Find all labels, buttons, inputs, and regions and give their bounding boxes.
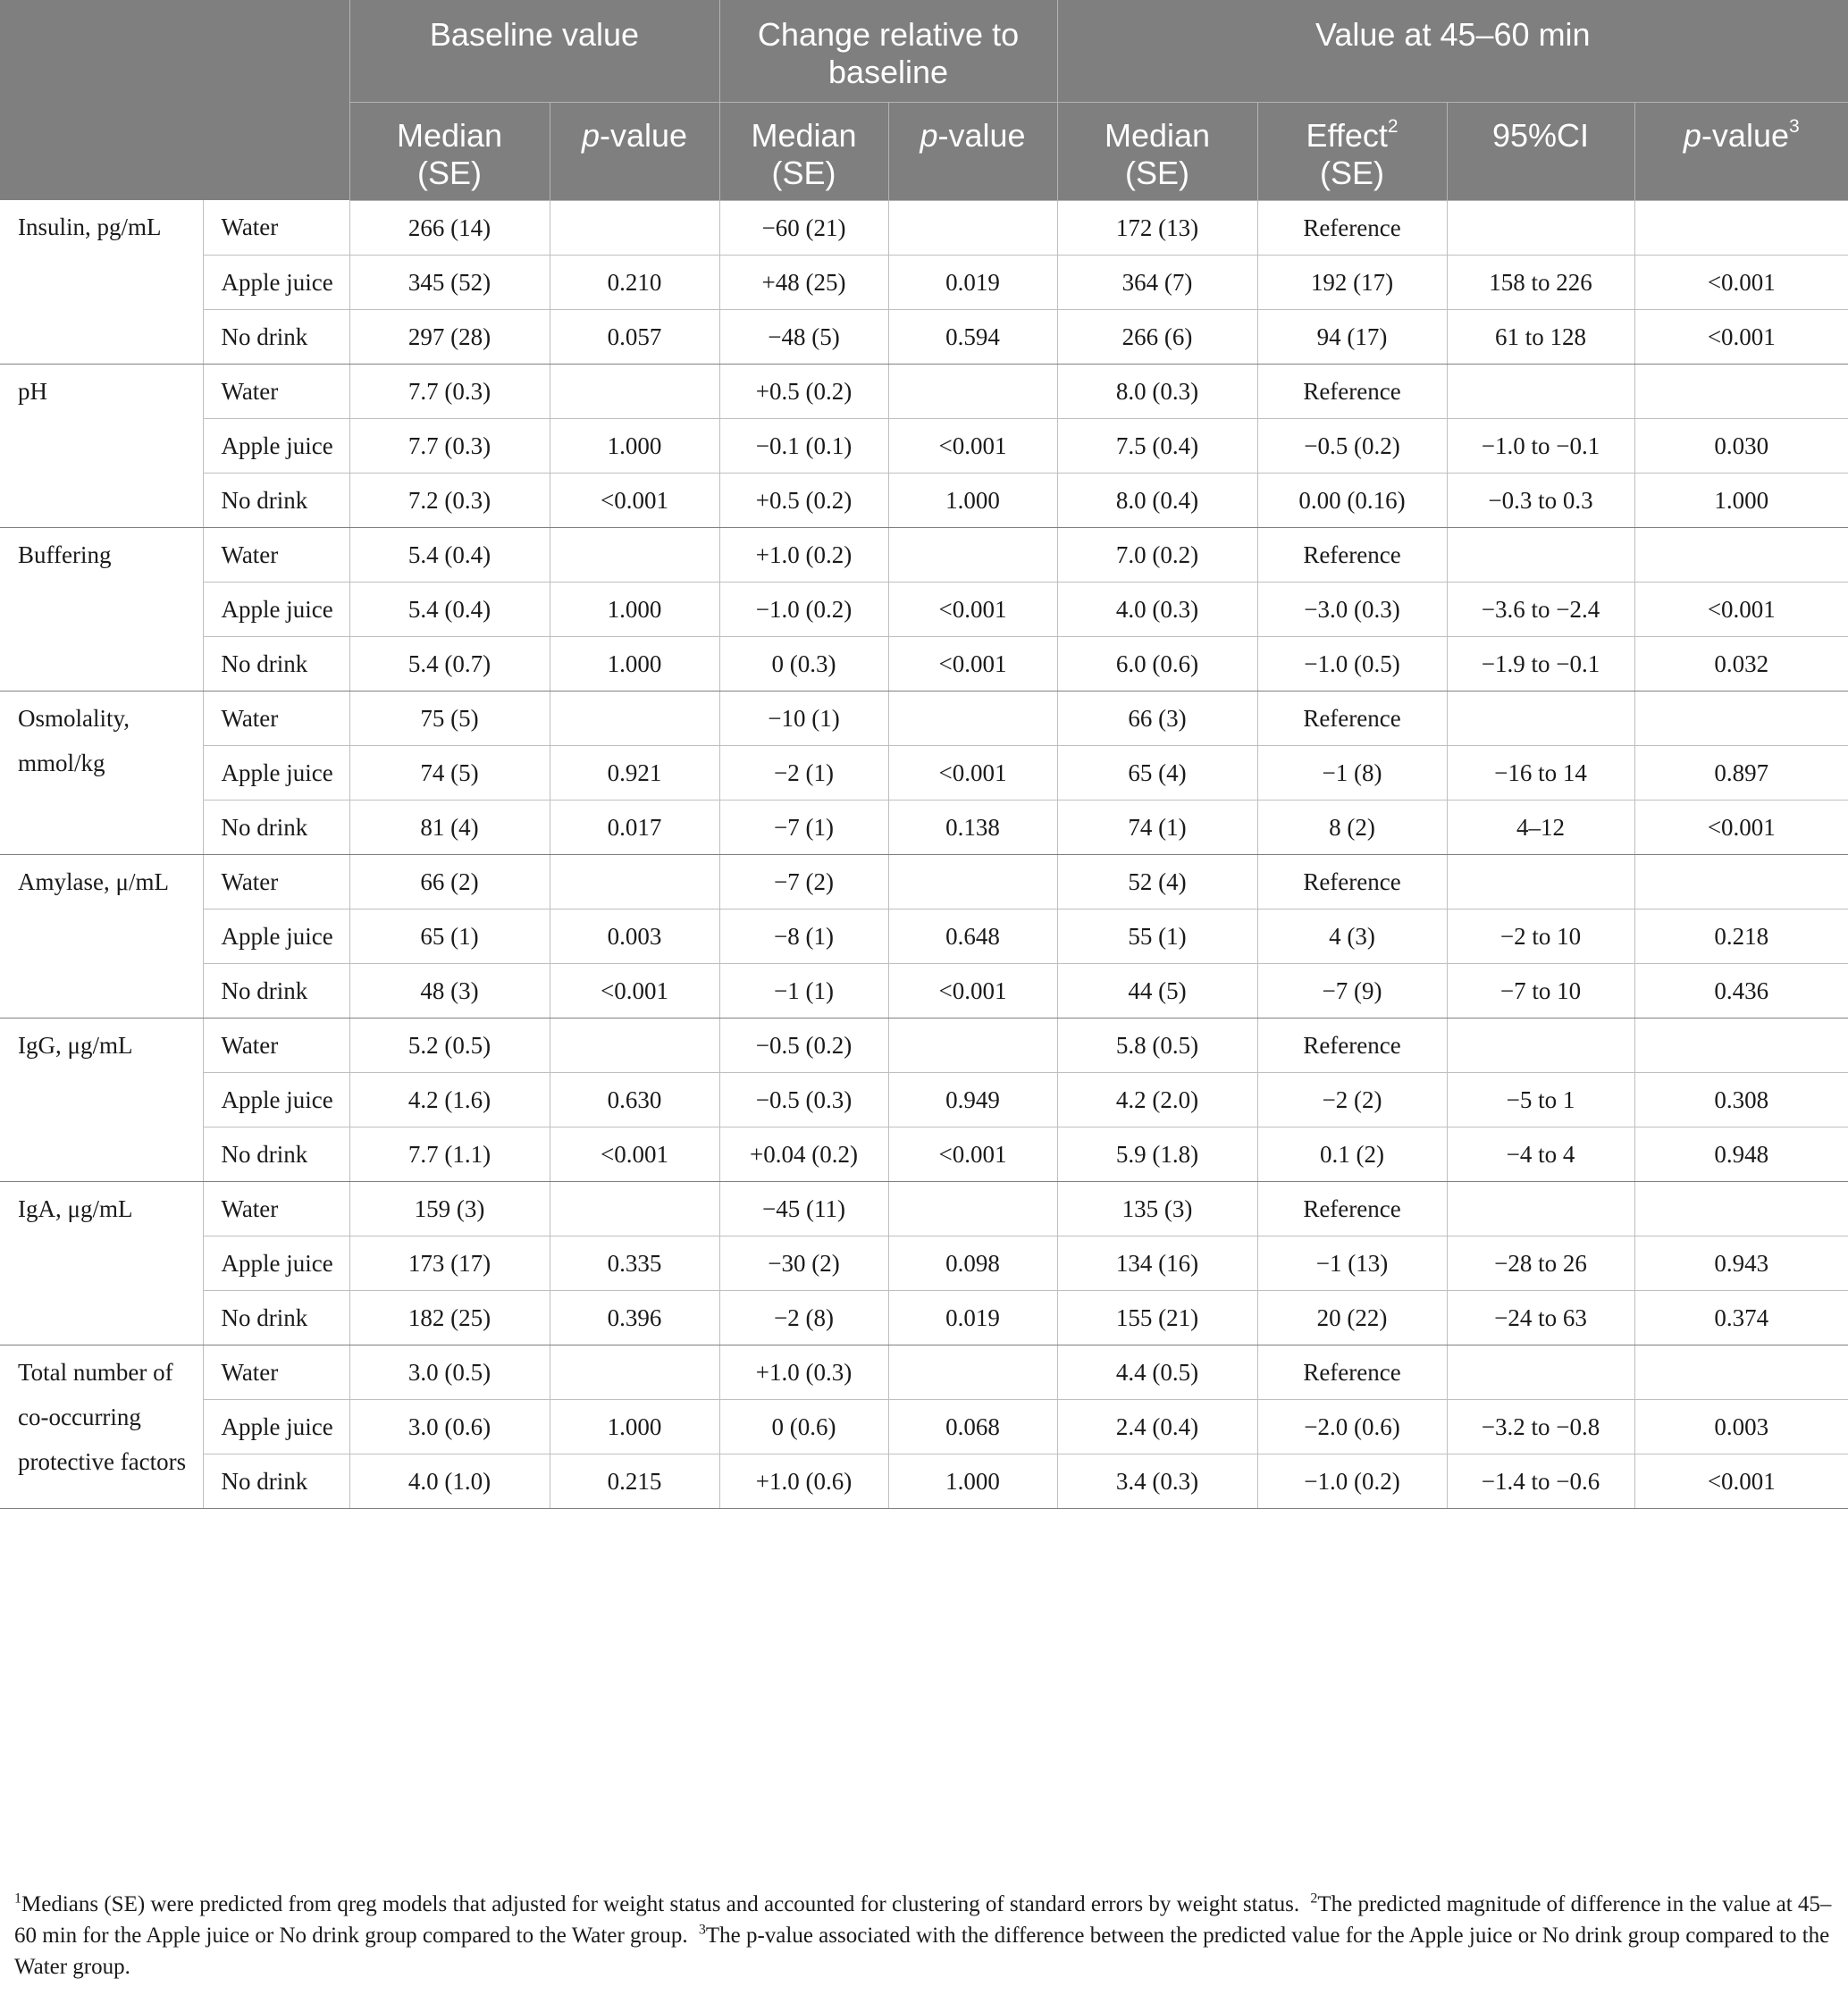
cell-change-median: −45 (11) xyxy=(719,1181,888,1236)
cell-ci95: −3.2 to −0.8 xyxy=(1447,1399,1634,1454)
cell-change-pvalue: <0.001 xyxy=(888,745,1057,800)
header-col-change-median: Median (SE) xyxy=(719,102,888,200)
cell-value-median: 52 (4) xyxy=(1057,854,1257,909)
cell-baseline-pvalue: 1.000 xyxy=(550,582,719,636)
cell-change-pvalue: 0.019 xyxy=(888,255,1057,309)
cell-ci95: −16 to 14 xyxy=(1447,745,1634,800)
cell-baseline-pvalue: 0.396 xyxy=(550,1290,719,1345)
cell-change-median: −1.0 (0.2) xyxy=(719,582,888,636)
cell-value-median: 66 (3) xyxy=(1057,691,1257,745)
group-label: Apple juice xyxy=(203,582,349,636)
table-row xyxy=(0,364,1848,418)
footnote-1: $^1$Medians (SE) were predicted from qreg models that adjusted for weight status and accounted for clustering of standard errors by weight status. xyxy=(14,1890,1300,1916)
cell-ci95 xyxy=(1447,1018,1634,1072)
cell-value-median: 364 (7) xyxy=(1057,255,1257,309)
cell-effect: 0.00 (0.16) xyxy=(1257,473,1447,527)
cell-value-median: 4.4 (0.5) xyxy=(1057,1345,1257,1399)
cell-baseline-pvalue: <0.001 xyxy=(550,1127,719,1181)
cell-ci95: −1.9 to −0.1 xyxy=(1447,636,1634,691)
cell-ci95 xyxy=(1447,1345,1634,1399)
cell-baseline-median: 266 (14) xyxy=(349,200,550,255)
cell-effect: −3.0 (0.3) xyxy=(1257,582,1447,636)
table-row xyxy=(0,418,1848,473)
group-label: Water xyxy=(203,364,349,418)
cell-baseline-median: 5.2 (0.5) xyxy=(349,1018,550,1072)
cell-ci95 xyxy=(1447,691,1634,745)
cell-baseline-pvalue: 0.630 xyxy=(550,1072,719,1127)
cell-change-pvalue: <0.001 xyxy=(888,1127,1057,1181)
cell-pvalue: <0.001 xyxy=(1634,255,1848,309)
cell-change-pvalue xyxy=(888,200,1057,255)
cell-change-pvalue: <0.001 xyxy=(888,418,1057,473)
header-group-value-45-60: Value at 45–60 min xyxy=(1057,0,1848,102)
cell-change-median: +0.5 (0.2) xyxy=(719,473,888,527)
group-label: Apple juice xyxy=(203,1399,349,1454)
cell-change-pvalue: 0.019 xyxy=(888,1290,1057,1345)
cell-ci95: −3.6 to −2.4 xyxy=(1447,582,1634,636)
cell-ci95: −7 to 10 xyxy=(1447,963,1634,1018)
cell-baseline-pvalue xyxy=(550,1345,719,1399)
cell-baseline-median: 5.4 (0.7) xyxy=(349,636,550,691)
cell-pvalue: 0.374 xyxy=(1634,1290,1848,1345)
cell-pvalue: 0.032 xyxy=(1634,636,1848,691)
cell-value-median: 5.8 (0.5) xyxy=(1057,1018,1257,1072)
cell-baseline-median: 159 (3) xyxy=(349,1181,550,1236)
cell-baseline-median: 4.0 (1.0) xyxy=(349,1454,550,1508)
cell-change-median: +48 (25) xyxy=(719,255,888,309)
cell-baseline-median: 182 (25) xyxy=(349,1290,550,1345)
cell-ci95: −1.0 to −0.1 xyxy=(1447,418,1634,473)
cell-ci95 xyxy=(1447,1181,1634,1236)
table-row xyxy=(0,1290,1848,1345)
cell-pvalue: <0.001 xyxy=(1634,309,1848,364)
cell-baseline-median: 48 (3) xyxy=(349,963,550,1018)
cell-value-median: 55 (1) xyxy=(1057,909,1257,963)
group-label: Water xyxy=(203,200,349,255)
group-label: Apple juice xyxy=(203,255,349,309)
cell-ci95: −28 to 26 xyxy=(1447,1236,1634,1290)
variable-label: pH xyxy=(0,364,203,527)
group-label: Water xyxy=(203,691,349,745)
table-row xyxy=(0,636,1848,691)
cell-effect: Reference xyxy=(1257,691,1447,745)
cell-pvalue xyxy=(1634,364,1848,418)
table-row xyxy=(0,854,1848,909)
cell-effect: −1 (13) xyxy=(1257,1236,1447,1290)
cell-change-pvalue xyxy=(888,691,1057,745)
cell-value-median: 6.0 (0.6) xyxy=(1057,636,1257,691)
cell-change-median: +0.04 (0.2) xyxy=(719,1127,888,1181)
cell-baseline-median: 4.2 (1.6) xyxy=(349,1072,550,1127)
cell-pvalue: <0.001 xyxy=(1634,800,1848,854)
cell-change-median: −30 (2) xyxy=(719,1236,888,1290)
cell-effect: −7 (9) xyxy=(1257,963,1447,1018)
cell-change-median: −7 (2) xyxy=(719,854,888,909)
cell-ci95 xyxy=(1447,854,1634,909)
cell-ci95: −4 to 4 xyxy=(1447,1127,1634,1181)
group-label: No drink xyxy=(203,1127,349,1181)
cell-pvalue: 0.308 xyxy=(1634,1072,1848,1127)
cell-baseline-median: 5.4 (0.4) xyxy=(349,582,550,636)
header-col-baseline-median: Median (SE) xyxy=(349,102,550,200)
table-row xyxy=(0,745,1848,800)
cell-ci95: −24 to 63 xyxy=(1447,1290,1634,1345)
cell-pvalue xyxy=(1634,1345,1848,1399)
cell-baseline-median: 3.0 (0.6) xyxy=(349,1399,550,1454)
cell-change-median: −60 (21) xyxy=(719,200,888,255)
cell-baseline-pvalue: 0.003 xyxy=(550,909,719,963)
table-row xyxy=(0,527,1848,582)
cell-pvalue: 0.030 xyxy=(1634,418,1848,473)
cell-value-median: 4.2 (2.0) xyxy=(1057,1072,1257,1127)
cell-change-median: −48 (5) xyxy=(719,309,888,364)
cell-pvalue: 0.003 xyxy=(1634,1399,1848,1454)
cell-baseline-pvalue xyxy=(550,691,719,745)
cell-change-pvalue xyxy=(888,527,1057,582)
cell-effect: 20 (22) xyxy=(1257,1290,1447,1345)
cell-change-median: −2 (1) xyxy=(719,745,888,800)
table-row xyxy=(0,800,1848,854)
cell-baseline-pvalue: <0.001 xyxy=(550,963,719,1018)
cell-value-median: 172 (13) xyxy=(1057,200,1257,255)
cell-baseline-pvalue: 1.000 xyxy=(550,418,719,473)
table-row xyxy=(0,582,1848,636)
cell-value-median: 65 (4) xyxy=(1057,745,1257,800)
cell-pvalue: 0.943 xyxy=(1634,1236,1848,1290)
table-body xyxy=(0,200,1848,1508)
cell-change-pvalue xyxy=(888,1181,1057,1236)
cell-pvalue xyxy=(1634,691,1848,745)
table-row xyxy=(0,963,1848,1018)
cell-change-pvalue: <0.001 xyxy=(888,582,1057,636)
cell-value-median: 8.0 (0.3) xyxy=(1057,364,1257,418)
cell-pvalue: 0.436 xyxy=(1634,963,1848,1018)
cell-change-pvalue: <0.001 xyxy=(888,963,1057,1018)
cell-baseline-median: 7.7 (1.1) xyxy=(349,1127,550,1181)
variable-label: Osmolality, mmol/kg xyxy=(0,691,203,854)
cell-baseline-median: 65 (1) xyxy=(349,909,550,963)
cell-ci95: −1.4 to −0.6 xyxy=(1447,1454,1634,1508)
cell-effect: Reference xyxy=(1257,1181,1447,1236)
cell-baseline-median: 7.7 (0.3) xyxy=(349,418,550,473)
cell-change-median: −0.5 (0.3) xyxy=(719,1072,888,1127)
cell-effect: −2.0 (0.6) xyxy=(1257,1399,1447,1454)
cell-pvalue: <0.001 xyxy=(1634,582,1848,636)
cell-value-median: 134 (16) xyxy=(1057,1236,1257,1290)
group-label: No drink xyxy=(203,963,349,1018)
cell-value-median: 4.0 (0.3) xyxy=(1057,582,1257,636)
cell-baseline-median: 66 (2) xyxy=(349,854,550,909)
cell-effect: Reference xyxy=(1257,200,1447,255)
cell-ci95: 158 to 226 xyxy=(1447,255,1634,309)
cell-change-pvalue: 0.068 xyxy=(888,1399,1057,1454)
cell-pvalue: 0.897 xyxy=(1634,745,1848,800)
table-row xyxy=(0,909,1848,963)
cell-effect: Reference xyxy=(1257,364,1447,418)
cell-effect: 192 (17) xyxy=(1257,255,1447,309)
cell-effect: −0.5 (0.2) xyxy=(1257,418,1447,473)
footnote-3: $^3$The p-value associated with the difference between the predicted value for the Apple juice or No drink group compared to the Water group. xyxy=(14,1922,1830,1979)
cell-change-median: 0 (0.6) xyxy=(719,1399,888,1454)
group-label: No drink xyxy=(203,636,349,691)
cell-change-median: −0.1 (0.1) xyxy=(719,418,888,473)
cell-baseline-median: 345 (52) xyxy=(349,255,550,309)
group-label: No drink xyxy=(203,309,349,364)
cell-change-pvalue: 0.594 xyxy=(888,309,1057,364)
cell-baseline-pvalue xyxy=(550,1181,719,1236)
cell-value-median: 2.4 (0.4) xyxy=(1057,1399,1257,1454)
cell-baseline-pvalue: 1.000 xyxy=(550,636,719,691)
cell-value-median: 5.9 (1.8) xyxy=(1057,1127,1257,1181)
cell-change-median: −7 (1) xyxy=(719,800,888,854)
cell-baseline-median: 5.4 (0.4) xyxy=(349,527,550,582)
header-corner xyxy=(0,0,349,200)
cell-baseline-pvalue xyxy=(550,854,719,909)
cell-effect: −1.0 (0.5) xyxy=(1257,636,1447,691)
group-label: Apple juice xyxy=(203,1236,349,1290)
footnotes xyxy=(14,1889,1837,1982)
cell-change-median: −2 (8) xyxy=(719,1290,888,1345)
cell-value-median: 3.4 (0.3) xyxy=(1057,1454,1257,1508)
group-label: Water xyxy=(203,854,349,909)
group-label: Water xyxy=(203,1018,349,1072)
cell-effect: Reference xyxy=(1257,1018,1447,1072)
cell-change-pvalue xyxy=(888,1345,1057,1399)
cell-pvalue xyxy=(1634,1018,1848,1072)
cell-pvalue xyxy=(1634,854,1848,909)
table-row xyxy=(0,1072,1848,1127)
cell-change-median: −1 (1) xyxy=(719,963,888,1018)
table-row xyxy=(0,1399,1848,1454)
cell-change-pvalue: 1.000 xyxy=(888,473,1057,527)
cell-ci95: −0.3 to 0.3 xyxy=(1447,473,1634,527)
group-label: No drink xyxy=(203,1290,349,1345)
cell-baseline-pvalue xyxy=(550,1018,719,1072)
cell-ci95: −2 to 10 xyxy=(1447,909,1634,963)
table-row xyxy=(0,200,1848,255)
header-col-change-pvalue: p-value xyxy=(888,102,1057,200)
cell-change-pvalue xyxy=(888,364,1057,418)
cell-change-pvalue: 0.949 xyxy=(888,1072,1057,1127)
group-label: No drink xyxy=(203,1454,349,1508)
group-label: Apple juice xyxy=(203,745,349,800)
group-label: Water xyxy=(203,527,349,582)
group-label: Water xyxy=(203,1181,349,1236)
cell-baseline-median: 173 (17) xyxy=(349,1236,550,1290)
variable-label: Amylase, μ/mL xyxy=(0,854,203,1018)
cell-effect: Reference xyxy=(1257,1345,1447,1399)
table-row xyxy=(0,1127,1848,1181)
table-row xyxy=(0,473,1848,527)
group-label: No drink xyxy=(203,473,349,527)
cell-effect: −2 (2) xyxy=(1257,1072,1447,1127)
cell-baseline-median: 7.2 (0.3) xyxy=(349,473,550,527)
cell-change-median: −0.5 (0.2) xyxy=(719,1018,888,1072)
cell-change-median: +1.0 (0.2) xyxy=(719,527,888,582)
header-col-baseline-pvalue: p-value xyxy=(550,102,719,200)
variable-label: Buffering xyxy=(0,527,203,691)
cell-baseline-pvalue xyxy=(550,200,719,255)
cell-baseline-pvalue: 0.057 xyxy=(550,309,719,364)
cell-pvalue: 0.948 xyxy=(1634,1127,1848,1181)
cell-value-median: 155 (21) xyxy=(1057,1290,1257,1345)
cell-baseline-pvalue: 0.210 xyxy=(550,255,719,309)
cell-value-median: 135 (3) xyxy=(1057,1181,1257,1236)
cell-change-pvalue: <0.001 xyxy=(888,636,1057,691)
cell-value-median: 266 (6) xyxy=(1057,309,1257,364)
cell-value-median: 44 (5) xyxy=(1057,963,1257,1018)
table-row xyxy=(0,1454,1848,1508)
table-row xyxy=(0,1236,1848,1290)
cell-baseline-median: 3.0 (0.5) xyxy=(349,1345,550,1399)
cell-ci95: 61 to 128 xyxy=(1447,309,1634,364)
cell-ci95: −5 to 1 xyxy=(1447,1072,1634,1127)
cell-change-median: 0 (0.3) xyxy=(719,636,888,691)
table-row xyxy=(0,1181,1848,1236)
cell-value-median: 7.0 (0.2) xyxy=(1057,527,1257,582)
cell-value-median: 74 (1) xyxy=(1057,800,1257,854)
cell-baseline-pvalue xyxy=(550,527,719,582)
cell-effect: 94 (17) xyxy=(1257,309,1447,364)
cell-baseline-median: 74 (5) xyxy=(349,745,550,800)
cell-ci95 xyxy=(1447,364,1634,418)
cell-baseline-pvalue: 0.017 xyxy=(550,800,719,854)
variable-label: Insulin, pg/mL xyxy=(0,200,203,364)
cell-baseline-pvalue: 1.000 xyxy=(550,1399,719,1454)
cell-ci95 xyxy=(1447,200,1634,255)
cell-value-median: 7.5 (0.4) xyxy=(1057,418,1257,473)
cell-baseline-pvalue: 0.921 xyxy=(550,745,719,800)
header-col-value-median: Median (SE) xyxy=(1057,102,1257,200)
cell-pvalue: <0.001 xyxy=(1634,1454,1848,1508)
footnote-2: $^2$The predicted magnitude of difference in the value at 45–60 min for the Apple juice or No drink group compared to the Water group. xyxy=(14,1890,1832,1948)
cell-change-median: −10 (1) xyxy=(719,691,888,745)
cell-value-median: 8.0 (0.4) xyxy=(1057,473,1257,527)
cell-effect: 8 (2) xyxy=(1257,800,1447,854)
cell-effect: Reference xyxy=(1257,854,1447,909)
cell-change-pvalue xyxy=(888,1018,1057,1072)
group-label: Apple juice xyxy=(203,418,349,473)
cell-pvalue: 1.000 xyxy=(1634,473,1848,527)
cell-baseline-median: 297 (28) xyxy=(349,309,550,364)
group-label: Apple juice xyxy=(203,1072,349,1127)
cell-effect: −1.0 (0.2) xyxy=(1257,1454,1447,1508)
cell-ci95 xyxy=(1447,527,1634,582)
cell-pvalue xyxy=(1634,527,1848,582)
variable-label: IgG, μg/mL xyxy=(0,1018,203,1181)
header-group-change: Change relative to baseline xyxy=(719,0,1057,102)
cell-baseline-median: 81 (4) xyxy=(349,800,550,854)
cell-change-median: −8 (1) xyxy=(719,909,888,963)
cell-effect: 0.1 (2) xyxy=(1257,1127,1447,1181)
cell-effect: −1 (8) xyxy=(1257,745,1447,800)
cell-baseline-pvalue: 0.215 xyxy=(550,1454,719,1508)
cell-ci95: 4–12 xyxy=(1447,800,1634,854)
cell-change-pvalue xyxy=(888,854,1057,909)
cell-baseline-pvalue: 0.335 xyxy=(550,1236,719,1290)
group-label: No drink xyxy=(203,800,349,854)
table-row xyxy=(0,1018,1848,1072)
cell-effect: Reference xyxy=(1257,527,1447,582)
table-row xyxy=(0,1345,1848,1399)
cell-baseline-pvalue: <0.001 xyxy=(550,473,719,527)
group-label: Apple juice xyxy=(203,909,349,963)
table-row xyxy=(0,309,1848,364)
cell-change-median: +0.5 (0.2) xyxy=(719,364,888,418)
cell-baseline-median: 7.7 (0.3) xyxy=(349,364,550,418)
cell-pvalue: 0.218 xyxy=(1634,909,1848,963)
cell-baseline-median: 75 (5) xyxy=(349,691,550,745)
table-row xyxy=(0,255,1848,309)
header-col-95ci: 95%CI xyxy=(1447,102,1634,200)
cell-change-pvalue: 0.138 xyxy=(888,800,1057,854)
group-label: Water xyxy=(203,1345,349,1399)
cell-pvalue xyxy=(1634,200,1848,255)
cell-effect: 4 (3) xyxy=(1257,909,1447,963)
variable-label: Total number of co-occurring protective factors xyxy=(0,1345,203,1508)
cell-change-pvalue: 0.648 xyxy=(888,909,1057,963)
cell-change-pvalue: 0.098 xyxy=(888,1236,1057,1290)
cell-pvalue xyxy=(1634,1181,1848,1236)
table-row xyxy=(0,691,1848,745)
cell-change-pvalue: 1.000 xyxy=(888,1454,1057,1508)
variable-label: IgA, μg/mL xyxy=(0,1181,203,1345)
header-col-pvalue3: p-value$^3$ xyxy=(1634,102,1848,200)
cell-change-median: +1.0 (0.6) xyxy=(719,1454,888,1508)
header-group-baseline: Baseline value xyxy=(349,0,719,102)
cell-change-median: +1.0 (0.3) xyxy=(719,1345,888,1399)
cell-baseline-pvalue xyxy=(550,364,719,418)
header-col-effect: Effect$^2$ (SE) xyxy=(1257,102,1447,200)
